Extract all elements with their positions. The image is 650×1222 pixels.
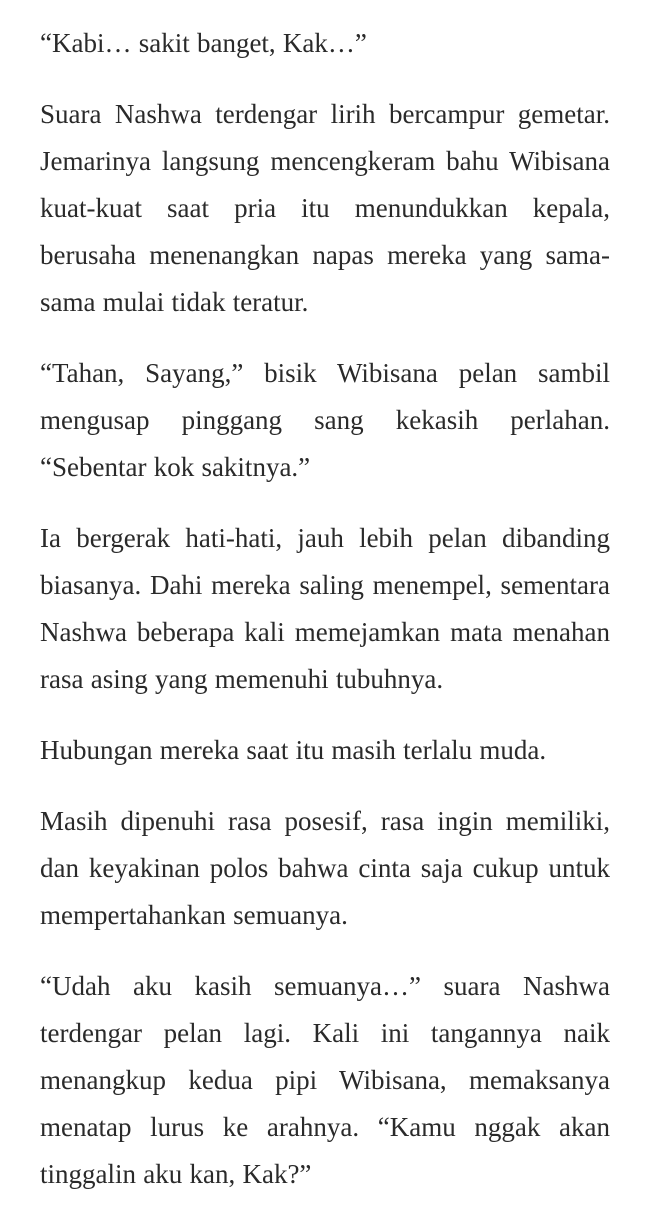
paragraph-3: “Tahan, Sayang,” bisik Wibisana pelan sambil mengusap pinggang sang kekasih perlahan. “Sebentar kok sakitnya.” (40, 358, 610, 482)
paragraph-5: Hubungan mereka saat itu masih terlalu muda. (40, 735, 547, 765)
paragraph-4: Ia bergerak hati-hati, jauh lebih pelan dibanding biasanya. Dahi mereka saling menempel, sementara Nashwa beberapa kali memejamkan mata menahan rasa asing yang memenuhi tubuhnya. (40, 523, 610, 694)
paragraph-1: “Kabi… sakit banget, Kak…” (40, 28, 367, 58)
paragraph-2: Suara Nashwa terdengar lirih bercampur gemetar. Jemarinya langsung mencengkeram bahu Wibisana kuat-kuat saat pria itu menundukkan kepala, berusaha menenangkan napas mereka yang sama-sama mulai tidak teratur. (40, 99, 610, 317)
paragraph-6: Masih dipenuhi rasa posesif, rasa ingin memiliki, dan keyakinan polos bahwa cinta saja cukup untuk mempertahankan semuanya. (40, 806, 610, 930)
reading-page (40, 20, 610, 1222)
paragraph-7: “Udah aku kasih semuanya…” suara Nashwa terdengar pelan lagi. Kali ini tangannya naik menangkup kedua pipi Wibisana, memaksanya menatap lurus ke arahnya. “Kamu nggak akan tinggalin aku kan, Kak?” (40, 971, 610, 1189)
